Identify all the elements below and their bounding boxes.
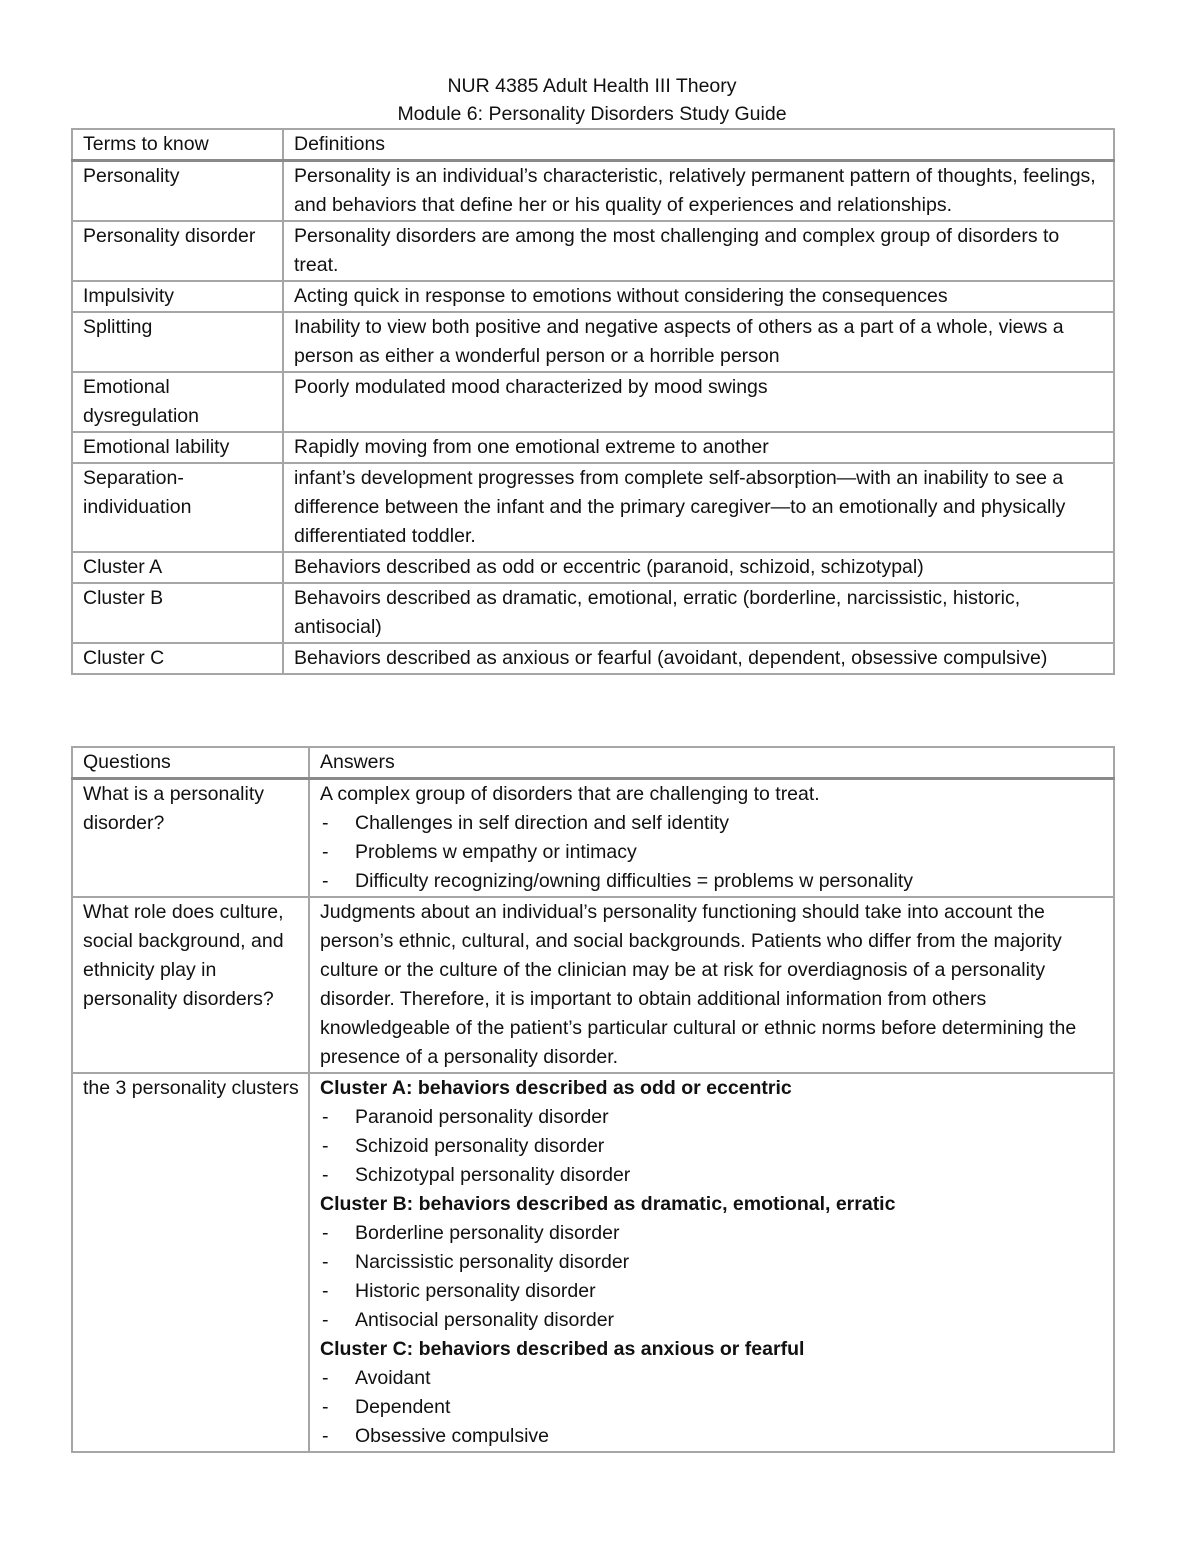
question-cell: the 3 personality clusters	[72, 1073, 309, 1452]
cluster-c-heading: Cluster C: behaviors described as anxious or fearful	[320, 1338, 805, 1360]
dash-marker: -	[322, 870, 329, 892]
terms-table	[71, 128, 1115, 675]
question-cell: What role does culture, social background, and ethnicity play in personality disorders?	[72, 897, 309, 1073]
table-row	[72, 583, 1114, 643]
table-row	[72, 463, 1114, 552]
definition-cell: Personality disorders are among the most challenging and complex group of disorders to treat.	[283, 221, 1114, 281]
definition-cell: Poorly modulated mood characterized by mood swings	[283, 372, 1114, 432]
definition-cell: infant’s development progresses from complete self-absorption—with an inability to see a difference between the infant and the primary caregiver—to an emotionally and physically differentiated toddler.	[283, 463, 1114, 552]
dash-marker: -	[322, 1135, 329, 1157]
term-cell: Impulsivity	[72, 281, 283, 312]
list-item: - Historic personality disorder	[320, 1277, 1105, 1306]
definition-cell: Rapidly moving from one emotional extreme to another	[283, 432, 1114, 463]
definition-cell: Behavoirs described as dramatic, emotional, erratic (borderline, narcissistic, historic, antisocial)	[283, 583, 1114, 643]
list-item: - Obsessive compulsive	[320, 1422, 1105, 1451]
term-cell: Separation-individuation	[72, 463, 283, 552]
definition-cell: Behaviors described as anxious or fearful (avoidant, dependent, obsessive compulsive)	[283, 643, 1114, 674]
table-row	[72, 372, 1114, 432]
term-cell: Cluster B	[72, 583, 283, 643]
table-row	[72, 897, 1114, 1073]
questions-header-row	[72, 747, 1114, 779]
dash-marker: -	[322, 1106, 329, 1128]
definition-cell: Acting quick in response to emotions without considering the consequences	[283, 281, 1114, 312]
list-item: - Problems w empathy or intimacy	[320, 838, 1105, 867]
term-cell: Cluster A	[72, 552, 283, 583]
answer-list	[320, 809, 1105, 896]
term-cell: Emotional lability	[72, 432, 283, 463]
list-item: - Avoidant	[320, 1364, 1105, 1393]
question-cell: What is a personality disorder?	[72, 779, 309, 898]
list-item: - Borderline personality disorder	[320, 1219, 1105, 1248]
terms-header-row	[72, 129, 1114, 161]
questions-column-header: Questions	[72, 747, 309, 779]
dash-marker: -	[322, 1309, 329, 1331]
list-item: - Narcissistic personality disorder	[320, 1248, 1105, 1277]
list-item: - Schizoid personality disorder	[320, 1132, 1105, 1161]
dash-marker: -	[322, 1164, 329, 1186]
dash-marker: -	[322, 1425, 329, 1447]
list-item: - Paranoid personality disorder	[320, 1103, 1105, 1132]
table-row	[72, 1073, 1114, 1452]
term-cell: Personality disorder	[72, 221, 283, 281]
list-item: - Schizotypal personality disorder	[320, 1161, 1105, 1190]
dash-marker: -	[322, 1280, 329, 1302]
list-item: - Challenges in self direction and self identity	[320, 809, 1105, 838]
dash-marker: -	[322, 1396, 329, 1418]
term-cell: Personality	[72, 161, 283, 222]
definitions-column-header: Definitions	[283, 129, 1114, 161]
cluster-b-list	[320, 1219, 1105, 1335]
definition-cell: Personality is an individual’s characteristic, relatively permanent pattern of thoughts, feelings, and behaviors that define her or his quality of experiences and relationships.	[283, 161, 1114, 222]
answers-column-header: Answers	[309, 747, 1114, 779]
document-title: NUR 4385 Adult Health III Theory	[447, 75, 737, 97]
table-row	[72, 281, 1114, 312]
questions-table	[71, 746, 1115, 1453]
list-item: - Dependent	[320, 1393, 1105, 1422]
answer-cell: Judgments about an individual’s personality functioning should take into account the person’s ethnic, cultural, and social backgrounds. Patients who differ from the majority culture or the culture of the clinician may be at risk for overdiagnosis of a personality disorder. Therefore, it is important to obtain additional information from others knowledgeable of the patient’s particular cultural or ethnic norms before determining the presence of a personality disorder.	[309, 897, 1114, 1073]
table-row	[72, 643, 1114, 674]
term-cell: Splitting	[72, 312, 283, 372]
table-row	[72, 432, 1114, 463]
cluster-b-heading: Cluster B: behaviors described as dramatic, emotional, erratic	[320, 1193, 896, 1215]
table-row	[72, 312, 1114, 372]
answer-intro: A complex group of disorders that are challenging to treat.	[320, 783, 820, 805]
dash-marker: -	[322, 812, 329, 834]
table-row	[72, 221, 1114, 281]
document-subtitle: Module 6: Personality Disorders Study Guide	[397, 103, 787, 125]
term-cell: Emotional dysregulation	[72, 372, 283, 432]
cluster-c-list	[320, 1364, 1105, 1451]
table-row	[72, 779, 1114, 898]
answer-cell	[309, 779, 1114, 898]
table-row	[72, 552, 1114, 583]
dash-marker: -	[322, 1251, 329, 1273]
dash-marker: -	[322, 841, 329, 863]
definition-cell: Inability to view both positive and negative aspects of others as a part of a whole, views a person as either a wonderful person or a horrible person	[283, 312, 1114, 372]
list-item: - Difficulty recognizing/owning difficulties = problems w personality	[320, 867, 1105, 896]
list-item: - Antisocial personality disorder	[320, 1306, 1105, 1335]
table-row	[72, 161, 1114, 222]
answer-cell	[309, 1073, 1114, 1452]
definition-cell: Behaviors described as odd or eccentric (paranoid, schizoid, schizotypal)	[283, 552, 1114, 583]
terms-column-header: Terms to know	[72, 129, 283, 161]
dash-marker: -	[322, 1367, 329, 1389]
term-cell: Cluster C	[72, 643, 283, 674]
cluster-a-heading: Cluster A: behaviors described as odd or eccentric	[320, 1077, 792, 1099]
dash-marker: -	[322, 1222, 329, 1244]
cluster-a-list	[320, 1103, 1105, 1190]
